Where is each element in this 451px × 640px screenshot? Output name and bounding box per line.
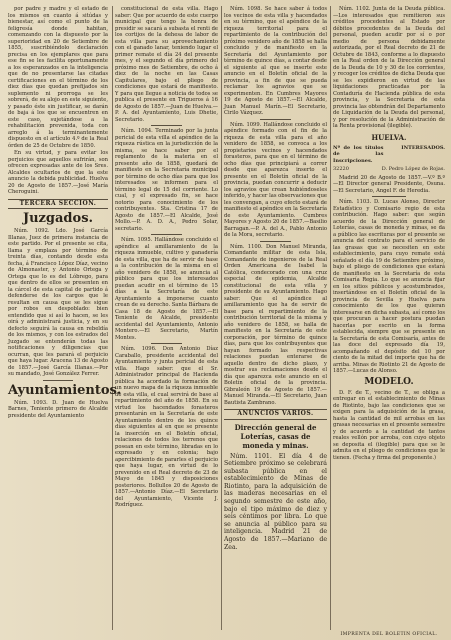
notice-1093: Núm. 1093. D. Juan de Huelva Barnes, Teniente primero de Alcalde presidente del Ayuntamiento: [8, 399, 108, 419]
table-col-num: Nº de los títulos de las Inscripciones.: [333, 144, 384, 164]
imprint-footer: IMPRENTA DEL BOLETIN OFICIAL.: [340, 632, 438, 637]
column-2: [115, 6, 218, 630]
heading-juzgados: Juzgados.: [22, 211, 94, 226]
column-3: [224, 6, 327, 630]
divider: [260, 119, 291, 120]
divider: [372, 196, 406, 197]
notice-1102: Núm. 1102. Junta de la Deuda pública.—Los interesados que remitieron sus créditos procedentes al Estado por débitos procedentes de la Deuda del personal, pueden acudir por sí o por medio de persona debidamente autorizada, por el Real decreto de 21 de Octubre de 1843, conforme a lo dispuesto en la Real orden de la Dirección general de la Deuda de 10 y 30 de los corrientes, y recoger los créditos de dicha Deuda que se les expidieron en virtud de las liquidaciones practicadas por la Contaduría de Hacienda pública de esta provincia, y la Secretaría de esta provincia las obtendrán del Departamento de Liquidación de la Deuda del personal, y por resolución de la Administración de la Renta provisional (ilegible).: [333, 6, 445, 129]
table-header: [333, 145, 445, 165]
notice-1094: Núm. 1094. Terminado por la junta pericial de esta villa el apéndice de la riqueza rústica en la jurisdicción de la misma, se hace saber por el reglamento de la materia en el presente año de 1858, quedará de manifiesto en la Secretaría municipal por término de ocho días para que los interesados se informen para el término legal de 15 del corriente. Lo cual, y el expresado fin, se hace notorio para conocimiento de los contribuyentes. Sta. Cristina 17 de Agosto de 1857.—El Alcalde, José Mollo.—P. A. D. A., Pedro Solar, secretario.: [115, 128, 218, 232]
table-cell-name: D. Pedro López de Rojas.: [381, 166, 445, 172]
notice-1096: Núm. 1096. Don Antonio Díaz Caraballo, presidente accidental del Ayuntamiento y junta pericial de esta villa. Hago saber: que el Sr. Administrador principal de Hacienda pública ha acordado la formación de un nuevo mapa de la riqueza inmueble de esta villa, el cual servirá de base al repartimiento del año de 1858. En su virtud los hacendados forasteros presentarán en la Secretaría de este Ayuntamiento dentro de los quince días siguientes al en que se presente la inserción en el Boletín oficial, relaciones de todos los terrenos que posean en este término, libradas en lo expresado y en colonia; bajo apercibimiento de pararles el perjuicio que haya lugar, en virtud de lo prevenido en el Real decreto de 23 de Mayo de 1845 y disposiciones posteriores. Bollullos 20 de Agosto de 1857.—Antonio Díaz.—El Secretario del Ayuntamiento, Vicente J. Rodríguez.: [115, 346, 218, 508]
region-heading: HUELVA.: [371, 132, 407, 142]
notice-1101: Núm. 1101. El día 4 de Setiembre próximo se celebrará subasta pública en el establecimiento de Minas de Riotinto, para la adquisición de las maderas necesarias en el segundo semestre de este año, bajo el tipo máximo de diez y seis céntimos por libra. Lo que se anuncia al público para su inteligencia. Madrid 21 de Agosto de 1857.—Mariano de Zea.: [224, 452, 327, 551]
column-1: [8, 6, 122, 630]
divider: [151, 234, 182, 235]
divider: [151, 343, 182, 344]
notice-1099: Núm. 1099. Hallándose concluido el apéndice formado con el fin de la riqueza de esta villa para el año venidero de 1858, se convoca a los propietarios vecinos y hacendados forasteros, para que en el término de ocho días que principiará a correr desde que aparezca inserto el presente en el Boletín oficial de la provincia, puedan concurrir a deducir los agravios que crean hubiéndoseles inferido, y hacer las observaciones que les convengan, a cuyo efecto estará de manifiesto el apéndice en la Secretaría de este Ayuntamiento. Cumbres Mayores y Agosto 20 de 1857.—Basilio Barragan.—P. A. del A., Pablo Antonio de la Mora, secretario.: [224, 121, 327, 238]
column-4: [333, 6, 445, 630]
notice-1098: Núm. 1098. Se hace saber á todos los vecinos de esta villa y hacendados en su término, que el apéndice de la riqueza territorial para el repartimiento de la contribución del próximo venidero año de 1858 se halla concluido y de manifiesto en la Secretaría del Ayuntamiento por término de quince días, a contar desde el siguiente al que se inserte este anuncio en el Boletín oficial de la provincia, a fin de que se pueda reclamar los agravios que se experimenten. En Cumbres Mayores 19 de Agosto de 1857.—El Alcalde, Juan Manuel Marín.—El Secretario, Cirilo Vázquez.: [224, 6, 327, 116]
notice-1103: Núm. 1103. D. Lucas Alonso, Director Estadístico y Comisario regio de esta contribución. Hago saber: que según acuerdo de la Dirección general de Loterías, casas de moneda y minas, se da a público las escrituras por el presente se anuncia del contrato para el servicio de las grasas que se necesiten en este establecimiento, para cuyo remate está señalado el día 19 de Setiembre próximo, bajo el pliego de condiciones que estará de manifiesto en la Secretaría de esta Comisaría Regia. Lo que se anuncia fijar en los sitios públicos y acostumbrados, insertándose en el Boletín oficial de la provincia de Sevilla y Huelva para conocimiento de los que quieran interesarse en dicha subasta, así como los que procuran a hacer postura puedan hacerlas por escrito en la forma establecida, siempre que se presente en la Secretaría de esta Comisaría, antes de las doce del expresado día 19, acompañando el depósito del 10 por ciento de la mitad del importe que ha de arriba. Minas de Riotinto 21 de Agosto de 1857.—Lucas de Alonso.: [333, 199, 445, 374]
notice-closing: En su virtud, y para evitar los perjuicios que aquellos sufrirán, son ofrecen expresadas ante de los Sres. Alcaldes ocultarlos de que la este anuncio la debida publicidad. Huelva 20 de Agosto de 1857.—José María Cheroguini.: [8, 150, 108, 195]
notice-1092: Núm. 1092. Ldo. José García Illanas, Juez de primera instancia de este partido. Por el presente se cita, llama y emplaza por término de treinta días, contando desde esta fecha, á Francisco López Díaz, vecino de Almonaster, y Antonio Ortega y Ortega que lo es del Lóbrego, para que dentro de ellos se presenten en la cárcel de esta capital de partido á defenderse de los cargos que le resultan en causa que se les sigue por robos en despoblado: bien entendido que si así lo hacen, se les oirá y administrará justicia, y en su defecto seguirá la causa en rebeldía de los mismos, y con los estrados del Juzgado se entenderán todas las notificaciones y diligencias que ocurran, que les parará el perjuicio que haya lugar. Aracena 13 de Agosto de 1857.—José García Illanas.—Por su mandado, José González Ferrer.: [8, 228, 108, 377]
notice-1100: Núm. 1100. Don Manuel Miranda, Comandante militar de esta Isla, Comandante de ingenieros de la Real Orden Americana de Isabel la Católica, condecorado con una cruz especial de epidemia, Alcalde constitucional de esta villa y presidente de su Ayuntamiento. Hago saber: Que el apéndice al amillaramiento que ha de servir de base para el repartimiento de la contribución territorial de la misma y año venidero de 1858, se halla de manifiesto en la Secretaría de este corporación, por término de quince días, para que los contribuyentes que hayan formado las respectivas relaciones puedan enterarse de aquello dentro de dicho plazo, y mostrar sus reclamaciones desde el día que aparezca este anuncio en el Boletín oficial de la provincia. Gibraleón 19 de Agosto de 1857.—Manuel Miranda.—El Secretario, Juan Bautista Zambrano.: [224, 243, 327, 406]
heading-modelo: MODELO.: [364, 376, 414, 387]
section-title: TERCERA SECCION.: [8, 199, 108, 210]
column-rule: [330, 6, 331, 630]
notice-continuation: por padre y madre y el estado de los mismos en cuanto á sitúdas y bienestar, así como el punto de la feligresía donde habitan, comenzando con la dispuesto por la superioridad en 20 de Setiembre de 1855, suscribiéndolo declaración precisa en los ejemplares que para ese fin se les facilita oportunamente a los esperanzados en la inteligencia que de no presentarse las citadas certificaciones en el término de los diez días que quedan prefijados sin suplemento ni prorroga se les sobrerá, de su alojo en este siguiente, y pasado éste sin justificar, se darán de baja á los que se encuentren en este caso, sujetándose a la rehabilitación prevenida, toda con arreglo á la terminantemente dispuesto en el artículo 4.º de la Real órden de 25 de Octubre de 1850.: [8, 6, 108, 149]
table-col-interesados: INTERESADOS.: [401, 144, 445, 151]
divider: [151, 125, 182, 126]
table-cell-num: 32220: [333, 166, 349, 172]
notice-1095: Núm. 1095. Hallándose concluido el apéndice al amillaramiento de la riqueza inmueble, cultivo y ganadería de esta villa, que ha de servir de base a la contribución de la misma en el año venidero de 1858, se anuncia al público para que los interesados puedan acudir en el término de 15 días a la Secretaría de este Ayuntamiento a imponerse cuanto crean de su derecho. Santa Bárbara de Casa 18 de Agosto de 1857.—El Teniente de Alcalde, presidente accidental del Ayuntamiento, Antonio Montero.—El Secretario, Martín Montes.: [115, 237, 218, 341]
notice-1102-closing: Madrid 20 de Agosto de 1857.—V.º B.º—El Director general Presidente, Osuna.—El Secretario, Angel F. de Heredia.: [333, 174, 445, 194]
subhead-direccion: Dirección general de Loterías, casas de moneda y minas.: [234, 422, 317, 450]
column-rule: [112, 6, 113, 630]
divider: [43, 380, 73, 381]
table-row: [333, 166, 445, 173]
divider: [260, 241, 291, 242]
section-title-anuncios: ANUNCIOS VARIOS.: [224, 409, 327, 420]
modelo-text: D. F. de T., vecino de T., se obliga a entregar en el establecimiento de Minas de Riotinto, bajo las condiciones que se exigen para la adquisición de la grasa, hasta la cantidad de mil arrobas en las grasas necesarias en el presente semestre y de acuerdo a la cantidad de tantos reales vellón por arroba, con cuyo objeto se deposita el (ilegible) para que se le admita en el pliego de condiciones que le tienen. (Fecha y firma del proponente.): [333, 389, 445, 461]
column-rule: [221, 6, 222, 630]
notice-1093-cont: constitucional de esta villa. Hago saber: Que por acuerdo de este cuerpo municipal que tengo la honra de presidir se sacará a subasta el renti de los cortijos de la dehesa de labor de esta villa para su aprovechamiento con el ganado lanar, teniendo lugar el primer remate el día 24 del presente mes, y el segundo el día primero del próximo mes de Setiembre, de ocho á diez de la noche en las Casas Capitulares, bajo el pliego de condiciones que estará de manifiesto. Y para que llegue a noticia de todos se publica el presente en Trigueros á 16 de Agosto de 1857.—Juan de Huelva.—P. A. del Ayuntamiento, Luis Dhetie, Secretario.: [115, 6, 218, 123]
heading-ayuntamientos: Ayuntamientos.: [8, 382, 122, 398]
